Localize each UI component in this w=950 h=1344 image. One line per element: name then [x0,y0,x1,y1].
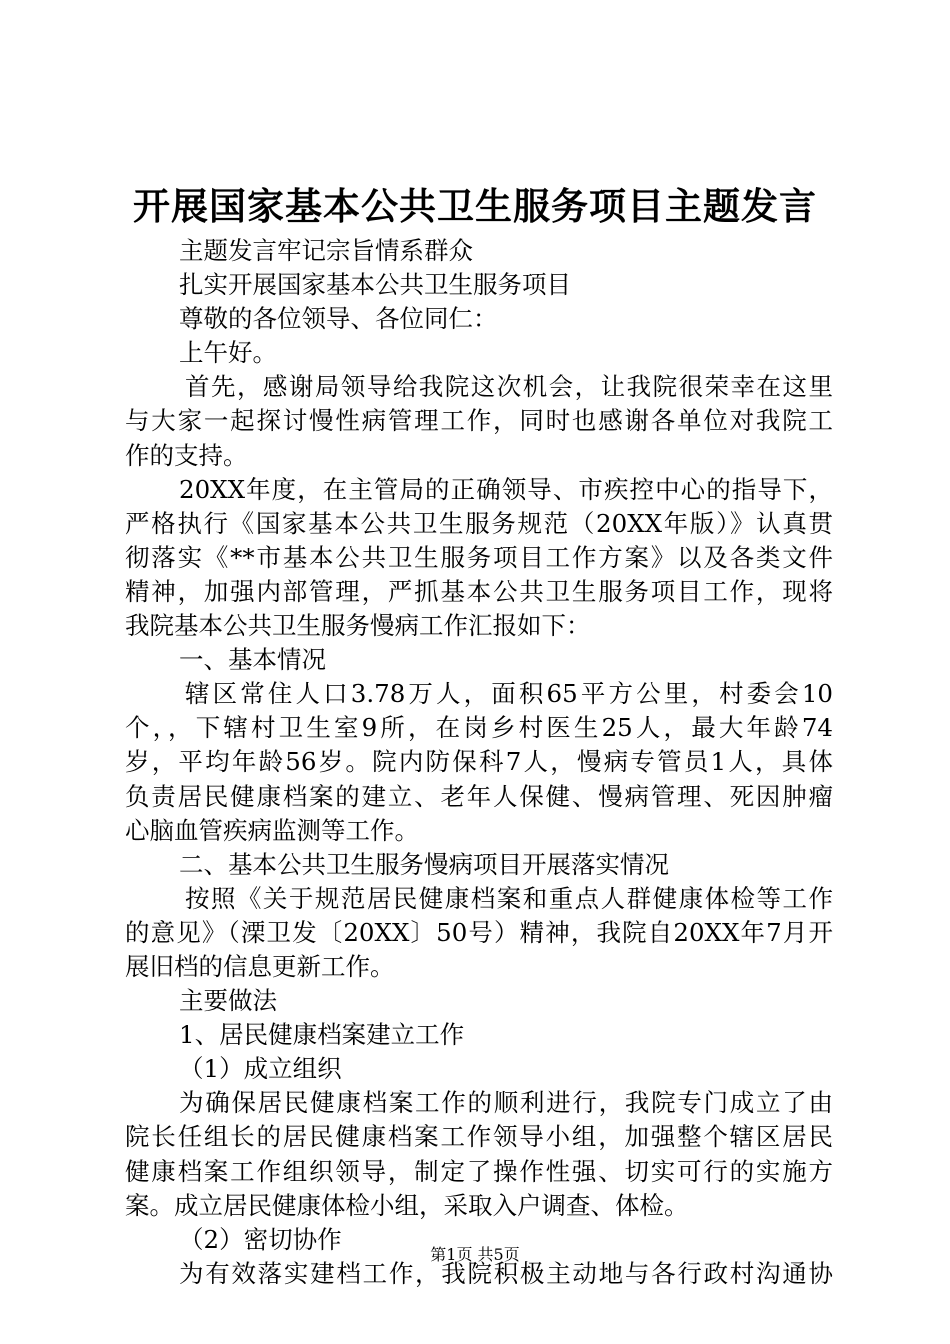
paragraph-line: 心脑血管疾病监测等工作。 [125,815,419,845]
paragraph-line: 彻落实《**市基本公共卫生服务项目工作方案》以及各类文件 [125,542,833,572]
paragraph-line: 与大家一起探讨慢性病管理工作，同时也感谢各单位对我院工 [125,406,833,436]
section-heading: 一、基本情况 [179,645,326,675]
document-title: 开展国家基本公共卫生服务项目主题发言 [133,184,817,228]
paragraph-line: 上午好。 [179,338,277,368]
paragraph-line: 为有效落实建档工作，我院积极主动地与各行政村沟通协 [179,1258,833,1288]
subsection-heading: （1）成立组织 [179,1054,342,1084]
paragraph-line: 按照《关于规范居民健康档案和重点人群健康体检等工作 [185,883,833,913]
paragraph-line: 首先，感谢局领导给我院这次机会，让我院很荣幸在这里 [185,372,833,402]
paragraph-line: 我院基本公共卫生服务慢病工作汇报如下： [125,611,591,641]
paragraph-line: 尊敬的各位领导、各位同仁： [179,304,498,334]
paragraph-line: 精神，加强内部管理，严抓基本公共卫生服务项目工作，现将 [125,576,833,606]
paragraph-line: 20XX年度，在主管局的正确领导、市疾控中心的指导下， [179,474,833,504]
paragraph-line: 展旧档的信息更新工作。 [125,951,395,981]
paragraph-line: 健康档案工作组织领导，制定了操作性强、切实可行的实施方 [125,1156,833,1186]
paragraph-line: 院长任组长的居民健康档案工作领导小组，加强整个辖区居民 [125,1122,833,1152]
section-heading: 主要做法 [179,986,277,1016]
document-body [125,234,833,1291]
section-heading: 二、基本公共卫生服务慢病项目开展落实情况 [179,849,669,879]
subsection-heading: （2）密切协作 [179,1224,342,1254]
paragraph-line: 岁，平均年龄56岁。院内防保科7人，慢病专管员1人，具体 [125,747,833,777]
paragraph-line: 个，，下辖村卫生室9所，在岗乡村医生25人，最大年龄74 [125,713,833,743]
paragraph-line: 的意见》（溧卫发〔20XX〕50号）精神，我院自20XX年7月开 [125,917,833,947]
page-number-footer: 第1页 共5页 [430,1245,520,1264]
paragraph-line: 为确保居民健康档案工作的顺利进行，我院专门成立了由 [179,1088,833,1118]
paragraph-line: 案。成立居民健康体检小组，采取入户调查、体检。 [125,1190,689,1220]
paragraph-line: 辖区常住人口3.78万人，面积65平方公里，村委会10 [185,679,833,709]
paragraph-line: 主题发言牢记宗旨情系群众 [179,236,473,265]
paragraph-line: 扎实开展国家基本公共卫生服务项目 [179,270,571,300]
section-heading: 1、居民健康档案建立工作 [179,1020,465,1050]
paragraph-line: 作的支持。 [125,440,248,470]
paragraph-line: 负责居民健康档案的建立、老年人保健、慢病管理、死因肿瘤 [125,781,833,811]
paragraph-line: 严格执行《国家基本公共卫生服务规范（20XX年版）》认真贯 [125,508,833,538]
